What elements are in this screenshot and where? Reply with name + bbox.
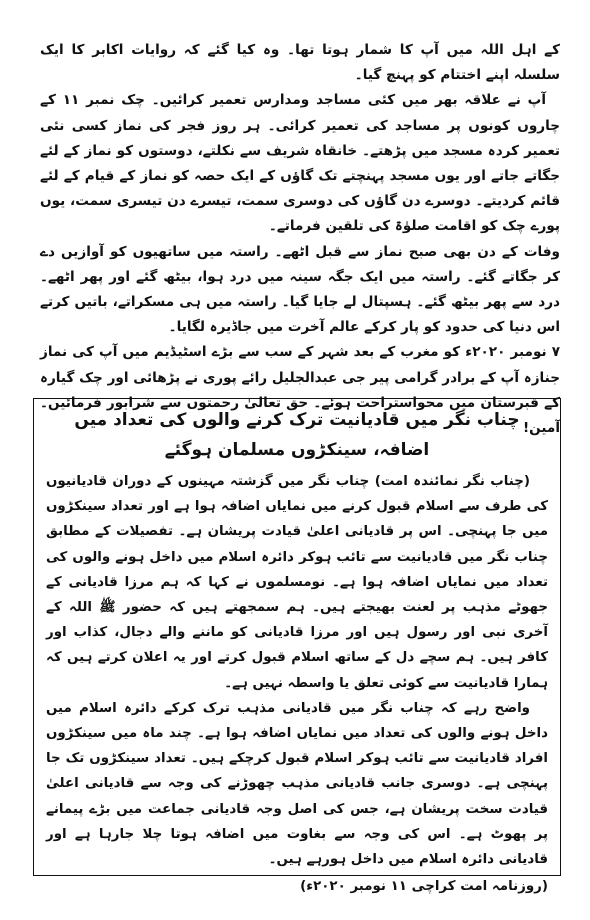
article-paragraph: آپ نے علاقہ بھر میں کئی مساجد ومدارس تعمیر کرائیں۔ چک نمبر ۱۱ کے چاروں کونوں پر مساجد کی تعمیر کرائی۔ ہر روز فجر کی نماز کسی نئی تعمیر کردہ مسجد میں پڑھتے۔ خانقاہ شریف سے نکلتے، دوستوں کو نماز کے لئے جگاتے جاتے اور یوں مسجد پہنچتے تک گاؤں کے ایک حصہ کو نماز کے قیام کے لئے قائم کردیتے۔ دوسرے دن گاؤں کی دوسری سمت، تیسرے دن تیسری سمت، یوں پورے چک کو اقامت صلوٰۃ کی تلقین فرماتے۔ [40, 92, 560, 235]
article-paragraph: وفات کے دن بھی صبح نماز سے قبل اٹھے۔ راستہ میں ساتھیوں کو آوازیں دے کر جگاتے گئے۔ راستہ میں ایک جگہ سینہ میں درد ہوا، بیٹھ گئے اور پھر اٹھے۔ درد سے پھر بیٹھ گئے۔ ہسپتال لے جایا گیا۔ راستہ میں ہی مسکراتے، باتیں کرتے اس دنیا کی حدود کو پار کرکے عالم آخرت میں جاڈیرہ لگایا۔ [40, 243, 560, 336]
news-body [46, 469, 548, 872]
news-headline: چناب نگر میں قادیانیت ترک کرنے والوں کی تعداد میں اضافہ، سینکڑوں مسلمان ہوگئے [74, 410, 520, 460]
news-source: (روزنامہ امت کراچی ۱۱ نومبر ۲۰۲۰ء) [300, 879, 548, 895]
article-paragraph: کے اہل اللہ میں آپ کا شمار ہوتا تھا۔ وہ کیا گئے کہ روایات اکابر کا ایک سلسلہ اپنے اختتام کو پہنچ گیا۔ [40, 42, 560, 84]
news-paragraph: (چناب نگر نمائندہ امت) چناب نگر میں گزشتہ مہینوں کے دوران قادیانیوں کی طرف سے اسلام قبول کرنے میں نمایاں اضافہ ہوا ہے اور تعداد سینکڑوں میں جا پہنچی۔ اس پر قادیانی اعلیٰ قیادت پریشان ہے۔ تفصیلات کے مطابق چناب نگر میں قادیانیت سے تائب ہوکر دائرہ اسلام میں داخل ہونے والوں کی تعداد میں نمایاں اضافہ ہوا ہے۔ نومسلموں نے کہا کہ ہم مرزا قادیانی کے جھوٹے مذہب پر لعنت بھیجتے ہیں۔ ہم سمجھتے ہیں کہ حضور ﷺ اللہ کے آخری نبی اور رسول ہیں اور مرزا قادیانی کو ماننے والے دجال، کذاب اور کافر ہیں۔ ہم سچے دل کے ساتھ اسلام قبول کرتے اور یہ اعلان کرتے ہیں کہ ہمارا قادیانیت سے کوئی تعلق یا واسطہ نہیں ہے۔ [46, 474, 548, 691]
article-paragraph: ۷ نومبر ۲۰۲۰ء کو مغرب کے بعد شہر کے سب سے بڑے اسٹیڈیم میں آپ کی نماز جنازہ آپ کے برادر گرامی پیر جی عبدالجلیل رائے پوری نے پڑھائی اور چک گیارہ کے قبرستان میں محواستراحت ہوئے۔ حق تعالیٰ رحمتوں سے شرابور فرمائیں۔ آمین! [40, 344, 561, 437]
news-box [33, 398, 561, 895]
article-text [40, 38, 560, 441]
news-paragraph: واضح رہے کہ چناب نگر میں قادیانی مذہب ترک کرکے دائرہ اسلام میں داخل ہونے والوں کی تعداد میں نمایاں اضافہ ہوا ہے۔ چند ماہ میں سینکڑوں افراد قادیانیت سے تائب ہوکر اسلام قبول کرچکے ہیں۔ تعداد سینکڑوں تک جا پہنچی ہے۔ دوسری جانب قادیانی مذہب چھوڑنے کی وجہ سے قادیانی اعلیٰ قیادت سخت پریشان ہے، جس کی اصل وجہ قادیانی جماعت میں بڑے پیمانے پر پھوٹ ہے۔ اس کی وجہ سے بغاوت میں اضافہ ہوتا چلا جارہا ہے اور قادیانی دائرہ اسلام میں داخل ہورہے ہیں۔ [46, 700, 548, 868]
